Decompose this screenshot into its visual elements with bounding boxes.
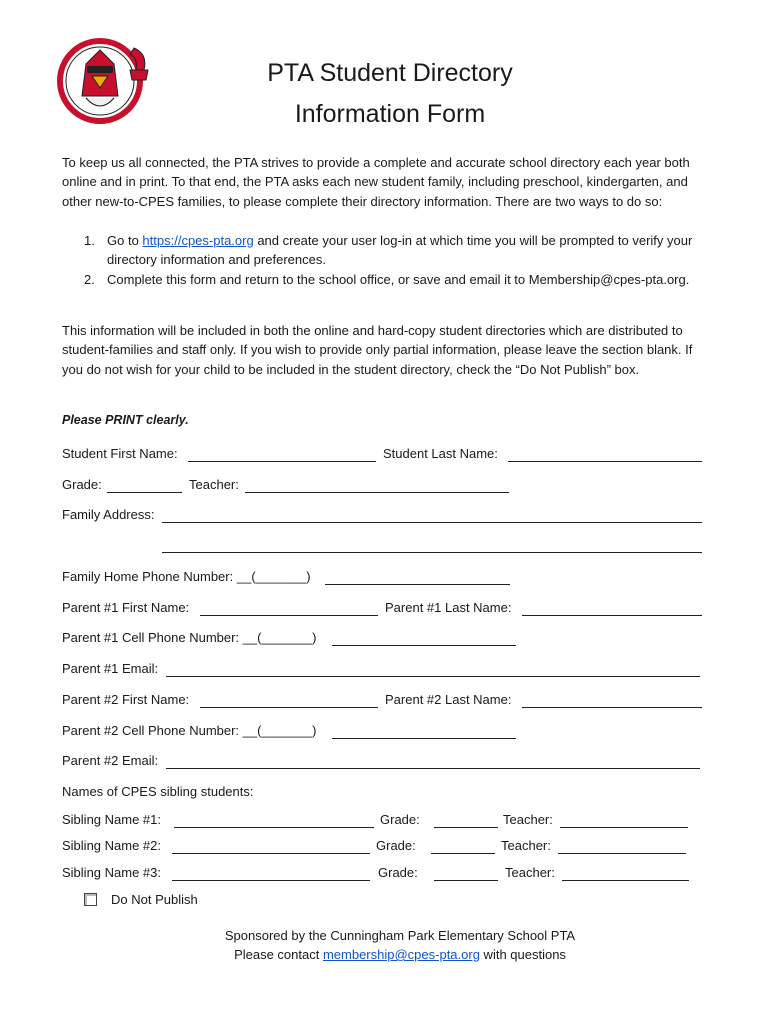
- do-not-publish-label: Do Not Publish: [111, 892, 198, 907]
- info-text: This information will be included in both the online and hard-copy student directories which are distributed to student-families and staff only. If you wish to provide only partial information, please leave the section blank. If you do not wish for your child to be included in the student directory, check the “Do Not Publish” box.: [62, 323, 693, 377]
- membership-email-link[interactable]: membership@cpes-pta.org: [322, 947, 480, 962]
- parent1-first-name-field[interactable]: [200, 615, 378, 616]
- step-1-prefix: Go to: [107, 233, 143, 248]
- sibling1-teacher-label: Teacher:: [503, 812, 553, 827]
- parent2-email-field[interactable]: [166, 768, 700, 769]
- siblings-heading: Names of CPES sibling students:: [62, 784, 254, 799]
- info-paragraph: [62, 321, 712, 379]
- sibling2-teacher-label: Teacher:: [501, 838, 551, 853]
- parent2-cell-label-text: Parent #2 Cell Phone Number:: [62, 723, 240, 738]
- family-address-field-line1[interactable]: [162, 522, 702, 523]
- family-address-field-line2[interactable]: [162, 552, 702, 553]
- step-1-number: 1.: [84, 233, 95, 248]
- family-address-label: Family Address:: [62, 507, 155, 522]
- step-1-suffix: and create your user log-in at which time you will be prompted to verify your directory information and preferences.: [107, 233, 693, 268]
- print-clearly-note: Please PRINT clearly.: [62, 413, 189, 427]
- step-2-number: 2.: [84, 271, 95, 287]
- parent1-first-name-label: Parent #1 First Name:: [62, 600, 190, 615]
- sibling1-grade-field[interactable]: [434, 827, 498, 828]
- student-first-name-field[interactable]: [188, 461, 376, 462]
- sibling3-name-label: Sibling Name #3:: [62, 865, 161, 880]
- parent2-email-label: Parent #2 Email:: [62, 753, 159, 768]
- parent1-cell-label-text: Parent #1 Cell Phone Number:: [62, 630, 240, 645]
- parent1-cell-label: [62, 630, 316, 645]
- intro-paragraph: [62, 153, 712, 211]
- steps-list: [84, 231, 714, 289]
- sibling3-name-field[interactable]: [172, 880, 370, 881]
- home-phone-label-text: Family Home Phone Number:: [62, 569, 234, 584]
- parent1-last-name-label: Parent #1 Last Name:: [385, 600, 512, 615]
- parent2-cell-mask: __(_______): [242, 723, 317, 738]
- student-last-name-label: Student Last Name:: [383, 446, 498, 461]
- step-1: [84, 231, 714, 270]
- parent2-first-name-label: Parent #2 First Name:: [62, 692, 190, 707]
- sibling1-name-label: Sibling Name #1:: [62, 812, 161, 827]
- sibling2-teacher-field[interactable]: [558, 853, 686, 854]
- contact-line: [0, 947, 770, 962]
- step-2-text: Complete this form and return to the school office, or save and email it to Membership@cpes-pta.org.: [107, 271, 690, 287]
- sibling3-teacher-field[interactable]: [562, 880, 689, 881]
- sibling3-grade-field[interactable]: [434, 880, 498, 881]
- parent1-email-label: Parent #1 Email:: [62, 661, 159, 676]
- sibling3-teacher-label: Teacher:: [505, 865, 555, 880]
- student-last-name-field[interactable]: [508, 461, 702, 462]
- home-phone-label: [62, 569, 311, 584]
- page-title-line2: Information Form: [294, 100, 486, 128]
- sponsor-line: Sponsored by the Cunningham Park Elementary School PTA: [224, 928, 576, 943]
- contact-prefix: Please contact: [234, 947, 323, 962]
- teacher-label: Teacher:: [189, 477, 239, 492]
- sibling3-grade-label: Grade:: [378, 865, 418, 880]
- grade-label: Grade:: [62, 477, 102, 492]
- parent1-cell-mask: __(_______): [242, 630, 317, 645]
- parent1-email-field[interactable]: [166, 676, 700, 677]
- parent2-cell-field[interactable]: [332, 738, 516, 739]
- sibling1-name-field[interactable]: [174, 827, 374, 828]
- home-phone-mask: __(_______): [236, 569, 311, 584]
- parent2-last-name-label: Parent #2 Last Name:: [385, 692, 512, 707]
- parent2-first-name-field[interactable]: [200, 707, 378, 708]
- step-2: [84, 270, 714, 289]
- sibling2-name-label: Sibling Name #2:: [62, 838, 161, 853]
- intro-text: To keep us all connected, the PTA strives to provide a complete and accurate school directory each year both online and in print. To that end, the PTA asks each new student family, including preschool, kindergarten, and other new-to-CPES families, to please complete their directory information. There are two ways to do so:: [62, 155, 690, 209]
- parent1-cell-field[interactable]: [332, 645, 516, 646]
- parent2-cell-label: [62, 723, 316, 738]
- do-not-publish-checkbox[interactable]: [84, 893, 97, 906]
- grade-field[interactable]: [107, 492, 182, 493]
- sibling2-name-field[interactable]: [172, 853, 370, 854]
- parent2-last-name-field[interactable]: [522, 707, 702, 708]
- sibling2-grade-label: Grade:: [376, 838, 416, 853]
- home-phone-field[interactable]: [325, 584, 510, 585]
- sibling2-grade-field[interactable]: [431, 853, 495, 854]
- parent1-last-name-field[interactable]: [522, 615, 702, 616]
- page-title-line1: PTA Student Directory: [267, 59, 513, 87]
- student-first-name-label: Student First Name:: [62, 446, 178, 461]
- sibling1-teacher-field[interactable]: [560, 827, 688, 828]
- teacher-field[interactable]: [245, 492, 509, 493]
- contact-suffix: with questions: [479, 947, 566, 962]
- step-1-text: [107, 231, 714, 270]
- sibling1-grade-label: Grade:: [380, 812, 420, 827]
- cpes-pta-link[interactable]: https://cpes-pta.org: [142, 233, 254, 248]
